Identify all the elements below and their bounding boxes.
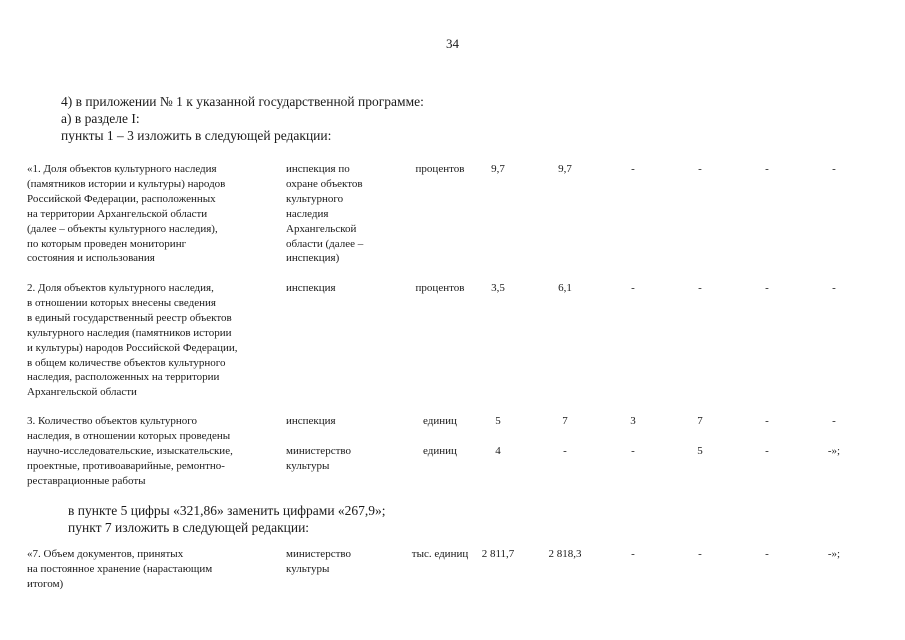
row-7-value-5: -: [765, 548, 769, 560]
row-1-value-1: 9,7: [491, 163, 505, 175]
row-7-value-2: 2 818,3: [548, 548, 582, 560]
row-3b-value-5: -: [765, 445, 769, 457]
row-2-value-2: 6,1: [558, 282, 572, 294]
row-7-responsible: министерство культуры: [286, 548, 352, 575]
row-3-value-4: 7: [697, 415, 703, 427]
intro-line-2: а) в разделе I:: [61, 111, 140, 126]
row-3b-value-2: -: [563, 445, 567, 457]
row-2-value-4: -: [698, 282, 702, 294]
row-2-value-3: -: [631, 282, 635, 294]
row-7-unit: тыс. единиц: [411, 548, 469, 560]
row-3-unit-1: единиц: [423, 415, 457, 427]
row-3-responsible-1: инспекция: [286, 415, 336, 427]
row-7-value-1: 2 811,7: [481, 548, 515, 560]
row-1-responsible: инспекция по охране объектов культурного наследия Архангельской области (далее – инспекция): [286, 163, 364, 265]
row-3-value-1: 5: [495, 415, 501, 427]
row-3-unit-2: единиц: [423, 445, 457, 457]
row-2-responsible: инспекция: [286, 282, 336, 294]
row-3-value-3: 3: [630, 415, 636, 427]
row-2-name: 2. Доля объектов культурного наследия, в отношении которых внесены сведения в единый государственный реестр объектов культурного наследия (памятников истории и культуры) народов Российской Федерации, в общем количестве объектов культурного наследия, расположенных на территории Архангельской области: [27, 282, 238, 399]
row-3-value-5: -: [765, 415, 769, 427]
row-2-value-6: -: [832, 282, 836, 294]
row-3b-value-6: -»;: [827, 445, 841, 457]
row-7-name: «7. Объем документов, принятых на постоянное хранение (нарастающим итогом): [27, 548, 213, 590]
row-2-value-1: 3,5: [491, 282, 505, 294]
row-2-value-5: -: [765, 282, 769, 294]
row-1-value-5: -: [765, 163, 769, 175]
row-7-value-6: -»;: [827, 548, 841, 560]
row-3-name: 3. Количество объектов культурного наследия, в отношении которых проведены научно-исследовательские, изыскательские, проектные, противоаварийные, ремонтно- реставрационные работы: [27, 415, 233, 487]
row-1-value-6: -: [832, 163, 836, 175]
row-7-value-3: -: [631, 548, 635, 560]
row-3-responsible-2: министерство культуры: [286, 445, 352, 472]
amendment-line-1: в пункте 5 цифры «321,86» заменить цифрами «267,9»;: [68, 503, 386, 518]
intro-line-3: пункты 1 – 3 изложить в следующей редакции:: [61, 128, 332, 143]
row-3-value-6: -: [832, 415, 836, 427]
row-1-value-4: -: [698, 163, 702, 175]
row-2-unit: процентов: [415, 282, 465, 294]
amendment-line-2: пункт 7 изложить в следующей редакции:: [68, 520, 310, 535]
row-1-name: «1. Доля объектов культурного наследия (памятников истории и культуры) народов Российской Федерации, расположенных на территории Архангельской области (далее – объекты культурного наследия), по которым проведен мониторинг состояния и использования: [27, 163, 226, 265]
row-3b-value-3: -: [631, 445, 635, 457]
row-1-value-3: -: [631, 163, 635, 175]
row-3b-value-1: 4: [495, 445, 501, 457]
intro-line-1: 4) в приложении № 1 к указанной государственной программе:: [61, 94, 424, 109]
row-3-value-2: 7: [562, 415, 568, 427]
page-number: 34: [446, 36, 459, 51]
row-1-value-2: 9,7: [558, 163, 572, 175]
row-7-value-4: -: [698, 548, 702, 560]
row-3b-value-4: 5: [697, 445, 703, 457]
row-1-unit: процентов: [415, 163, 465, 175]
